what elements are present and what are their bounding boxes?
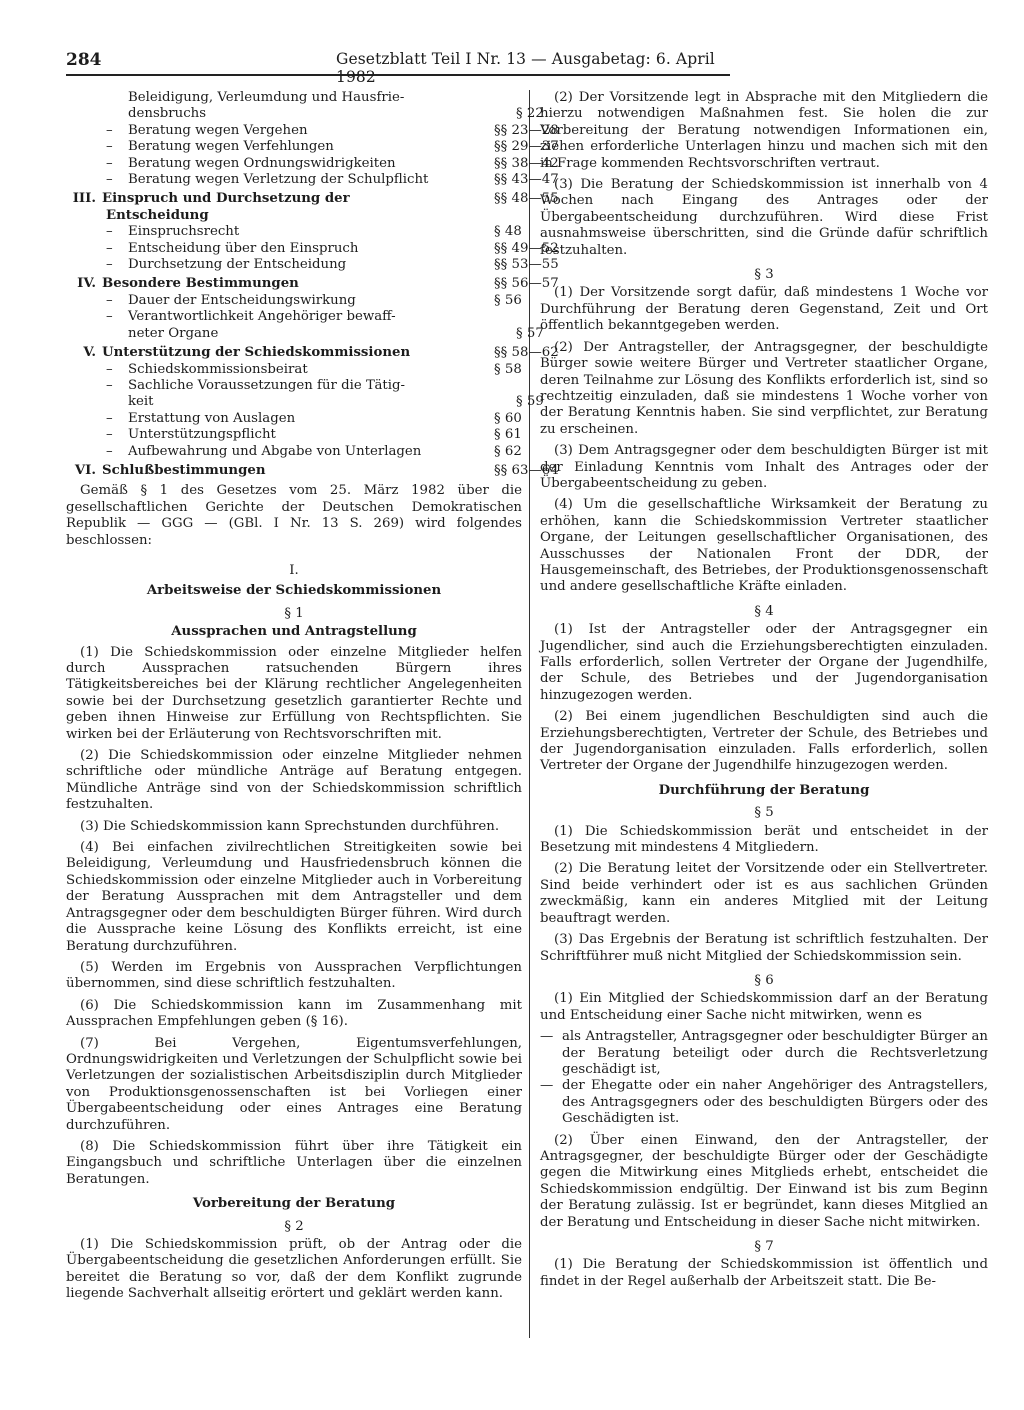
left-column bbox=[66, 90, 559, 1308]
toc-section-ref: §§ 49—52 bbox=[494, 240, 559, 256]
section-3-paragraph-1: (1) Der Vorsitzende sorgt dafür, daß mindestens 1 Woche vor Durchführung der Beratung deren Gegenstand, Zeit und Ort öffentlich bekanntgegeben werden. bbox=[540, 285, 988, 334]
section-2-paragraph-1: (1) Die Schiedskommission prüft, ob der Antrag oder die Übergabeentscheidung die gesetzlichen Anforderungen erfüllt. Sie bereitet die Beratung so vor, daß der dem Konflikt zugrunde liegende Sachverhalt allseitig erörtert und geklärt werden kann. bbox=[66, 1237, 522, 1302]
section-6-number: § 6 bbox=[754, 972, 774, 988]
toc-dash: – bbox=[106, 257, 113, 273]
toc-heading bbox=[66, 345, 559, 361]
toc-entry-text: Sachliche Voraussetzungen für die Tätig- bbox=[128, 377, 406, 393]
section-5-number: § 5 bbox=[754, 805, 774, 821]
section-2-paragraph-3: (3) Die Beratung der Schiedskommission ist innerhalb von 4 Wochen nach Eingang des Antrages oder der Übergabeentscheidung durchzuführen. Wird diese Frist ausnahmsweise überschritten, sind die Gründe dafür schriftlich festzuhalten. bbox=[540, 177, 988, 258]
toc-entry-text: Beratung wegen Vergehen bbox=[128, 122, 308, 138]
toc-entry-text: Durchsetzung der Entscheidung bbox=[128, 257, 347, 273]
toc-entry bbox=[66, 240, 559, 257]
toc-section-ref: § 62 bbox=[494, 443, 522, 459]
toc-entry bbox=[66, 106, 544, 122]
section-1-paragraph-5: (5) Werden im Ergebnis von Aussprachen Verpflichtungen übernommen, sind diese schriftlich festzuhalten. bbox=[66, 959, 522, 992]
toc-entry bbox=[66, 427, 522, 443]
toc-roman-numeral: III. bbox=[72, 191, 96, 207]
toc-section-ref: § 58 bbox=[494, 361, 522, 377]
toc-entry-text: Schlußbestimmungen bbox=[102, 462, 266, 478]
section-1-title: Aussprachen und Antragstellung bbox=[171, 624, 417, 640]
section-7-paragraph-1: (1) Die Beratung der Schiedskommission ist öffentlich und findet in der Regel außerhalb der Arbeitszeit statt. Die Be- bbox=[540, 1257, 988, 1289]
section-5-paragraph-3: (3) Das Ergebnis der Beratung ist schriftlich festzuhalten. Der Schriftführer muß nicht Mitglied der Schiedskommission sein. bbox=[540, 932, 988, 964]
section-1-paragraph-8: (8) Die Schiedskommission führt über ihre Tätigkeit ein Eingangsbuch und schriftliche Unterlagen über die einzelnen Beratungen. bbox=[66, 1138, 522, 1187]
toc-section-ref bbox=[460, 90, 522, 106]
dash-mark: — bbox=[540, 1029, 554, 1045]
table-of-contents bbox=[66, 90, 559, 479]
toc-roman-numeral: V. bbox=[83, 345, 96, 361]
toc-entry bbox=[66, 257, 559, 273]
toc-dash: – bbox=[106, 172, 113, 188]
toc-entry-text: Erstattung von Auslagen bbox=[128, 410, 296, 426]
toc-dash: – bbox=[106, 224, 113, 240]
toc-dash: – bbox=[106, 155, 113, 171]
toc-section-ref: §§ 29—37 bbox=[494, 139, 559, 155]
toc-dash: – bbox=[106, 292, 113, 308]
page-header bbox=[66, 46, 730, 86]
toc-dash: – bbox=[106, 377, 113, 393]
subheading-conduct: Durchführung der Beratung bbox=[658, 782, 870, 798]
toc-roman-numeral: VI. bbox=[74, 462, 96, 478]
part-number: I. bbox=[289, 562, 299, 578]
toc-section-ref: §§ 63—64 bbox=[494, 462, 559, 478]
toc-heading bbox=[66, 191, 559, 224]
toc-section-ref: § 48 bbox=[494, 224, 522, 240]
section-3-paragraph-3: (3) Dem Antragsgegner oder dem beschuldigten Bürger ist mit der Einladung Kenntnis vom Inhalt des Antrages oder der Übergabeentscheidung zu geben. bbox=[540, 443, 988, 491]
section-3-paragraph-2: (2) Der Antragsteller, der Antragsgegner, der beschuldigte Bürger sowie weitere Bürger und Vertreter staatlicher Organe, deren Teilnahme zur Lösung des Konflikts erforderlich ist, sind so rechtzeitig einzuladen, daß sie mindestens 1 Woche vorher von der Beratung Kenntnis haben. Sie sind verpflichtet, zur Beratung zu erscheinen. bbox=[540, 339, 988, 437]
toc-entry bbox=[66, 411, 522, 427]
section-1-number: § 1 bbox=[284, 605, 304, 621]
section-2-paragraph-2: (2) Der Vorsitzende legt in Absprache mit den Mitgliedern die hierzu notwendigen Maßnahmen fest. Sie holen die zur Vorbereitung der Beratung notwendigen Informationen ein, ziehen erforderliche Unterlagen hinzu und machen sich mit den in Frage kommenden Rechtsvorschriften vertraut. bbox=[540, 90, 988, 171]
toc-entry-text: Beleidigung, Verleumdung und Hausfrie- bbox=[128, 90, 405, 105]
preamble: Gemäß § 1 des Gesetzes vom 25. März 1982 über die gesellschaftlichen Gerichte der Deutschen Demokratischen Republik — GGG — (GBl. I Nr. 13 S. 269) wird folgendes beschlossen: bbox=[66, 483, 522, 548]
toc-entry-text: Dauer der Entscheidungswirkung bbox=[128, 292, 356, 308]
toc-entry-text: Besondere Bestimmungen bbox=[102, 276, 299, 292]
toc-entry bbox=[66, 325, 544, 342]
section-1-paragraph-6: (6) Die Schiedskommission kann im Zusammenhang mit Aussprachen Empfehlungen geben (§ 16). bbox=[66, 997, 522, 1030]
toc-dash: – bbox=[106, 122, 113, 138]
toc-entry bbox=[66, 172, 559, 188]
toc-section-ref: §§ 23—28 bbox=[494, 122, 559, 138]
section-1-paragraph-2: (2) Die Schiedskommission oder einzelne Mitglieder nehmen schriftliche oder mündliche Anträge auf Beratung entgegen. Mündliche Anträge sind von der Schiedskommission schriftlich festzuhalten. bbox=[66, 748, 522, 813]
page-number: 284 bbox=[66, 50, 102, 70]
toc-entry bbox=[66, 293, 522, 309]
toc-section-ref bbox=[438, 378, 522, 394]
section-6-dash-list bbox=[540, 1029, 988, 1127]
toc-section-ref: §§ 43—47 bbox=[494, 172, 559, 188]
section-7-number: § 7 bbox=[754, 1239, 774, 1254]
toc-entry-text: Unterstützungspflicht bbox=[128, 427, 276, 443]
section-4-paragraph-2: (2) Bei einem jugendlichen Beschuldigten sind auch die Erziehungsberechtigten, Vertreter der Schule, des Betriebes und der Jugendorganisation einzuladen. Falls erforderlich, sollen Vertreter der Organe der Jugendhilfe hinzugezogen werden. bbox=[540, 709, 988, 774]
toc-heading bbox=[66, 462, 559, 479]
toc-section-ref: §§ 56—57 bbox=[494, 276, 559, 292]
toc-section-ref: §§ 48—55 bbox=[494, 191, 559, 207]
toc-dash: – bbox=[106, 427, 113, 443]
toc-entry bbox=[66, 362, 522, 378]
section-1-paragraph-4: (4) Bei einfachen zivilrechtlichen Streitigkeiten sowie bei Beleidigung, Verleumdung und Hausfriedensbruch können die Schiedskommission oder einzelne Mitglieder auch in Vorbereitung der Beratung Aussprachen mit dem Antragsteller und dem Antragsgegner oder dem beschuldigten Bürger führen. Wird durch die Aussprache keine Lösung des Konflikts erreicht, ist eine Beratung durchzuführen. bbox=[66, 840, 522, 954]
toc-entry-text: keit bbox=[128, 394, 154, 410]
dash-mark: — bbox=[540, 1078, 554, 1094]
toc-entry-text: Schiedskommissionsbeirat bbox=[128, 361, 308, 377]
toc-section-ref: § 60 bbox=[494, 410, 522, 426]
toc-dash: – bbox=[106, 240, 113, 256]
toc-section-ref: § 61 bbox=[494, 427, 522, 443]
section-3-paragraph-4: (4) Um die gesellschaftliche Wirksamkeit der Beratung zu erhöhen, kann die Schiedskommission Vertreter staatlicher Organe, der Leitungen gesellschaftlicher Organisationen, des Ausschusses der Nationalen Front der DDR, der Hausgemeinschaft, des Betriebes, der Produktionsgenossenschaft und andere gesellschaftliche Kräfte einladen. bbox=[540, 497, 988, 595]
toc-entry-text: Verantwortlichkeit Angehöriger bewaff- bbox=[128, 309, 396, 325]
list-item bbox=[540, 1029, 988, 1078]
toc-entry-text: Beratung wegen Verletzung der Schulpflicht bbox=[128, 172, 429, 188]
toc-entry bbox=[66, 139, 559, 155]
section-4-number: § 4 bbox=[754, 603, 774, 619]
section-4-paragraph-1: (1) Ist der Antragsteller oder der Antragsgegner ein Jugendlicher, sind auch die Erziehungsberechtigten einzuladen. Falls erforderlich, sollen Vertreter der Organe der Jugendhilfe, der Schule, des Betriebes und der Jugendorganisation hinzugezogen werden. bbox=[540, 622, 988, 703]
toc-dash: – bbox=[106, 361, 113, 377]
toc-dash: – bbox=[106, 139, 113, 155]
toc-section-ref: §§ 53—55 bbox=[494, 257, 559, 273]
list-item-text: als Antragsteller, Antragsgegner oder beschuldigter Bürger an der Beratung beteiligt oder durch die Rechtsverletzung geschädigt ist, bbox=[562, 1029, 988, 1077]
toc-section-ref: §§ 58—62 bbox=[494, 345, 559, 361]
running-title: Gesetzblatt Teil I Nr. 13 — Ausgabetag: 6. April 1982 bbox=[336, 50, 715, 86]
subheading-preparation: Vorbereitung der Beratung bbox=[192, 1196, 396, 1212]
toc-entry-text: neter Organe bbox=[128, 325, 219, 341]
toc-section-ref: § 59 bbox=[516, 394, 544, 410]
toc-section-ref: § 22 bbox=[516, 106, 544, 122]
toc-dash: – bbox=[106, 443, 113, 459]
toc-entry bbox=[66, 122, 559, 139]
section-1-paragraph-3: (3) Die Schiedskommission kann Sprechstunden durchführen. bbox=[80, 818, 500, 834]
toc-roman-numeral: IV. bbox=[77, 276, 96, 292]
toc-entry bbox=[66, 90, 522, 106]
toc-entry bbox=[66, 378, 522, 394]
toc-section-ref: § 57 bbox=[516, 325, 544, 341]
list-item bbox=[540, 1078, 988, 1127]
toc-entry-text: Unterstützung der Schiedskommissionen bbox=[102, 345, 411, 361]
toc-section-ref: §§ 38—42 bbox=[494, 155, 559, 171]
section-6-paragraph-2: (2) Über einen Einwand, den der Antragsteller, der Antragsgegner, der beschuldigte Bürger oder der Geschädigte gegen die Mitwirkung eines Mitglieds erhebt, entscheidet die Schiedskommission endgültig. Der Einwand ist bis zum Beginn der Beratung zulässig. Ist er begründet, kann dieses Mitglied an der Beratung und Entscheidung in dieser Sache nicht mitwirken. bbox=[540, 1132, 988, 1230]
toc-entry bbox=[66, 394, 544, 410]
toc-entry-text: Einspruch und Durchsetzung der Entscheidung bbox=[102, 191, 350, 223]
section-5-paragraph-1: (1) Die Schiedskommission berät und entscheidet in der Besetzung mit mindestens 4 Mitgliedern. bbox=[540, 823, 988, 856]
section-3-number: § 3 bbox=[754, 267, 774, 283]
toc-entry-text: Aufbewahrung und Abgabe von Unterlagen bbox=[128, 443, 422, 459]
section-5-paragraph-2: (2) Die Beratung leitet der Vorsitzende oder ein Stellvertreter. Sind beide verhindert oder ist es aus sachlichen Gründen zweckmäßig, kann ein anderes Mitglied mit der Leitung beauftragt werden. bbox=[540, 861, 988, 926]
section-2-number: § 2 bbox=[284, 1218, 304, 1234]
toc-entry-text: Beratung wegen Ordnungswidrigkeiten bbox=[128, 155, 396, 171]
toc-section-ref bbox=[438, 309, 522, 325]
toc-entry bbox=[66, 155, 559, 172]
section-1-paragraph-1: (1) Die Schiedskommission oder einzelne Mitglieder helfen durch Aussprachen ratsuchenden Bürgern ihres Tätigkeitsbereiches bei der Klärung rechtlicher Angelegenheiten sowie bei der Durchsetzung gesetzlich garantierter Rechte und geben ihnen Hinweise zur Erfüllung von Rechtspflichten. Sie wirken bei der Erläuterung von Rechtsvorschriften mit. bbox=[66, 644, 522, 742]
toc-entry-text: Beratung wegen Verfehlungen bbox=[128, 139, 334, 155]
toc-entry-text: densbruchs bbox=[128, 106, 207, 122]
toc-entry bbox=[66, 309, 522, 325]
toc-entry-text: Einspruchsrecht bbox=[128, 224, 240, 240]
list-item-text: der Ehegatte oder ein naher Angehöriger des Antragstellers, des Antragsgegners oder des beschuldigten Bürgers oder des Geschädigten ist. bbox=[562, 1078, 988, 1127]
part-title: Arbeitsweise der Schiedskommissionen bbox=[146, 583, 442, 599]
right-column bbox=[540, 90, 988, 1295]
toc-section-ref: § 56 bbox=[494, 292, 522, 308]
section-6-paragraph-1: (1) Ein Mitglied der Schiedskommission darf an der Beratung und Entscheidung einer Sache nicht mitwirken, wenn es bbox=[540, 991, 988, 1023]
toc-entry-text: Entscheidung über den Einspruch bbox=[128, 240, 359, 256]
toc-entry bbox=[66, 224, 522, 240]
toc-dash: – bbox=[106, 309, 113, 325]
toc-dash: – bbox=[106, 410, 113, 426]
toc-heading bbox=[66, 276, 559, 292]
toc-entry bbox=[66, 444, 522, 460]
section-1-paragraph-7: (7) Bei Vergehen, Eigentumsverfehlungen, Ordnungswidrigkeiten und Verletzungen der Schulpflicht sowie bei Verletzungen der sozialistischen Arbeitsdisziplin durch Mitglieder von Produktionsgenossenschaften ist bei Vorliegen einer Übergabeentscheidung oder eines Antrages eine Beratung durchzuführen. bbox=[66, 1035, 522, 1133]
